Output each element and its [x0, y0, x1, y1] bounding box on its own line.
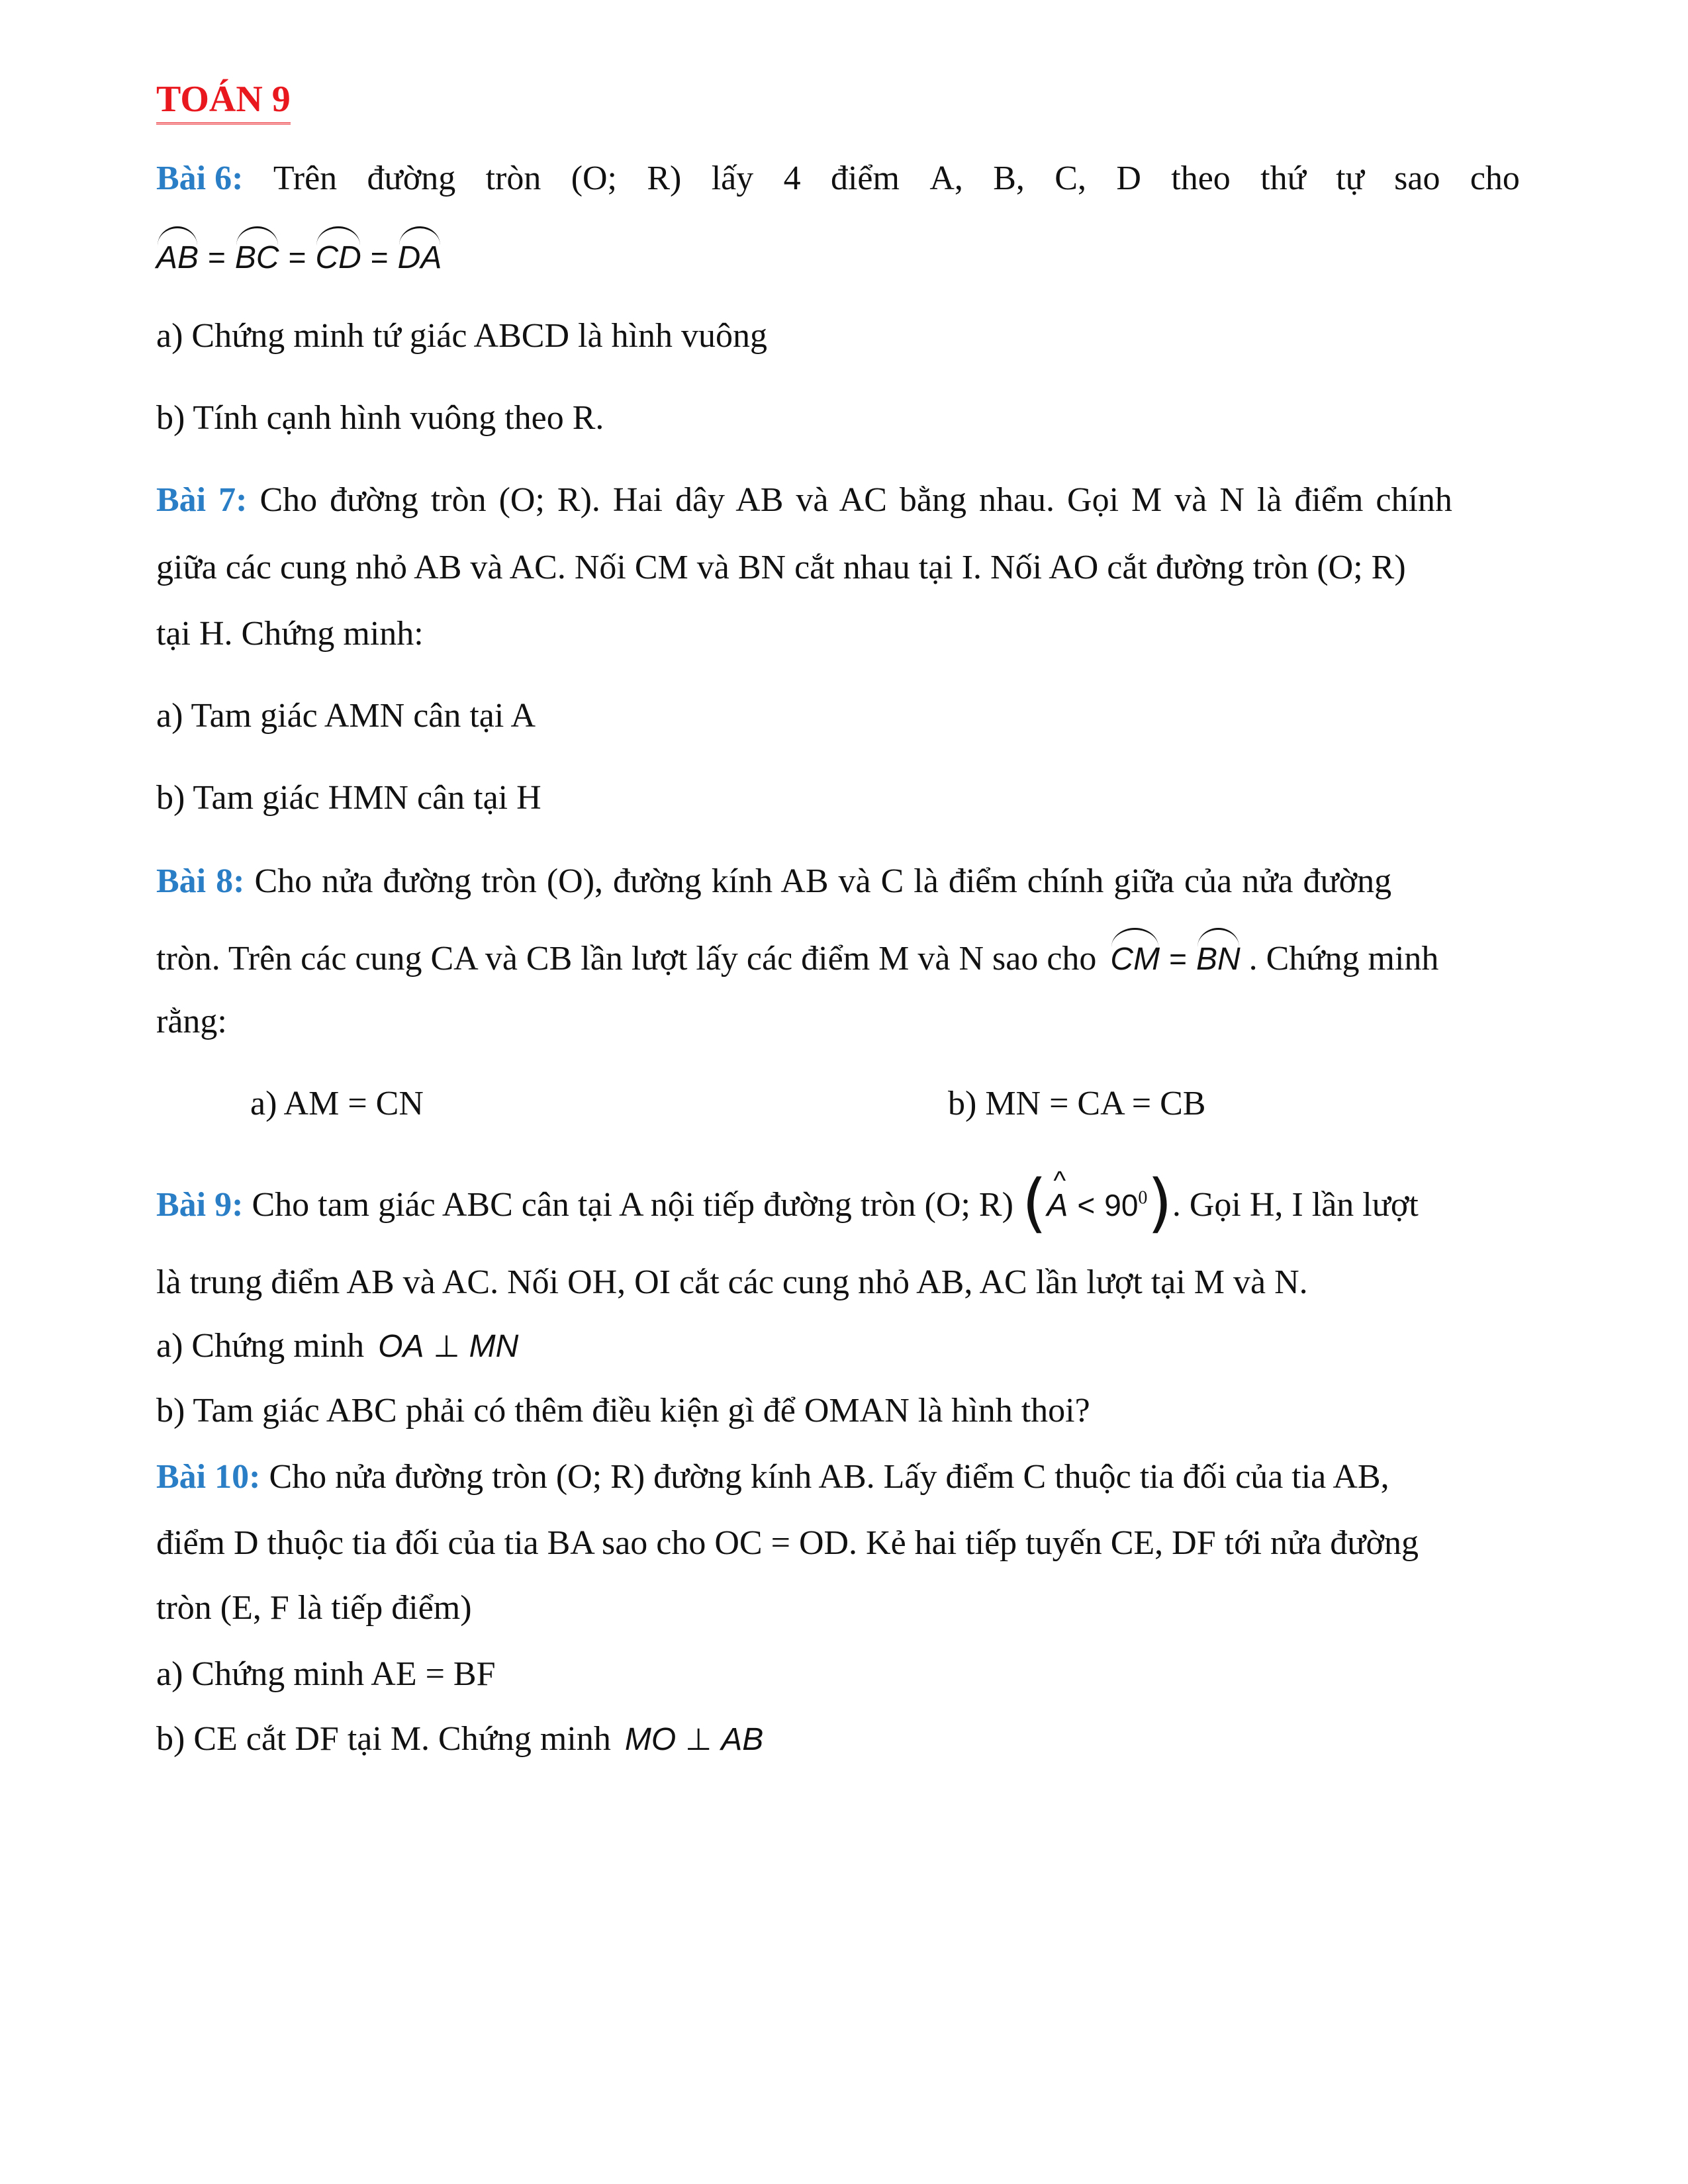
b7-line3: tại H. Chứng minh: — [156, 615, 424, 653]
b10-part-a: a) Chứng minh AE = BF — [156, 1655, 496, 1693]
b8-part-b: b) MN = CA = CB — [948, 1085, 1206, 1122]
b6-label: Bài 6: — [156, 159, 244, 197]
b6-part-b: b) Tính cạnh hình vuông theo R. — [156, 399, 604, 437]
b8-line1: Bài 8: Cho nửa đường tròn (O), đường kính AB và C là điểm chính giữa của nửa đường — [156, 862, 1392, 900]
b10-line2: điểm D thuộc tia đối của tia BA sao cho OC = OD. Kẻ hai tiếp tuyến CE, DF tới nửa đường — [156, 1524, 1419, 1562]
b8-line3: rằng: — [156, 1003, 227, 1040]
b7-part-b: b) Tam giác HMN cân tại H — [156, 779, 541, 817]
b9-label: Bài 9: — [156, 1186, 244, 1224]
b9-part-b: b) Tam giác ABC phải có thêm điều kiện gì để OMAN là hình thoi? — [156, 1392, 1090, 1430]
b7-label: Bài 7: — [156, 481, 248, 519]
b9-line2: là trung điểm AB và AC. Nối OH, OI cắt các cung nhỏ AB, AC lần lượt tại M và N. — [156, 1263, 1308, 1301]
b7-line1: Bài 7: Cho đường tròn (O; R). Hai dây AB và AC bằng nhau. Gọi M và N là điểm chính — [156, 481, 1452, 519]
b7-line2: giữa các cung nhỏ AB và AC. Nối CM và BN cắt nhau tại I. Nối AO cắt đường tròn (O; R) — [156, 549, 1406, 586]
b7-part-a: a) Tam giác AMN cân tại A — [156, 697, 536, 735]
b8-label: Bài 8: — [156, 862, 245, 900]
b8-part-a: a) AM = CN — [250, 1085, 424, 1122]
b6-part-a: a) Chứng minh tứ giác ABCD là hình vuông — [156, 317, 767, 355]
b6-arc-equation: AB = BC = CD = DA — [156, 236, 442, 275]
b10-line1: Bài 10: Cho nửa đường tròn (O; R) đường kính AB. Lấy điểm C thuộc tia đối của tia AB, — [156, 1458, 1389, 1496]
b9-part-a: a) Chứng minh OA ⊥ MN — [156, 1327, 519, 1365]
b10-line3: tròn (E, F là tiếp điểm) — [156, 1589, 472, 1627]
b10-label: Bài 10: — [156, 1458, 261, 1496]
b8-line2: tròn. Trên các cung CA và CB lần lượt lấy các điểm M và N sao cho CM = BN . Chứng minh — [156, 937, 1438, 976]
b10-part-b: b) CE cắt DF tại M. Chứng minh MO ⊥ AB — [156, 1720, 764, 1758]
b6-line1: Bài 6: Trên đường tròn (O; R) lấy 4 điểm A, B, C, D theo thứ tự sao cho — [156, 159, 1520, 197]
b9-line1: Bài 9: Cho tam giác ABC cân tại A nội tiếp đường tròn (O; R) (^ $A < 90^0$). Gọi H, I lần lượt — [156, 1171, 1419, 1235]
page-title: TOÁN 9 — [156, 81, 291, 118]
